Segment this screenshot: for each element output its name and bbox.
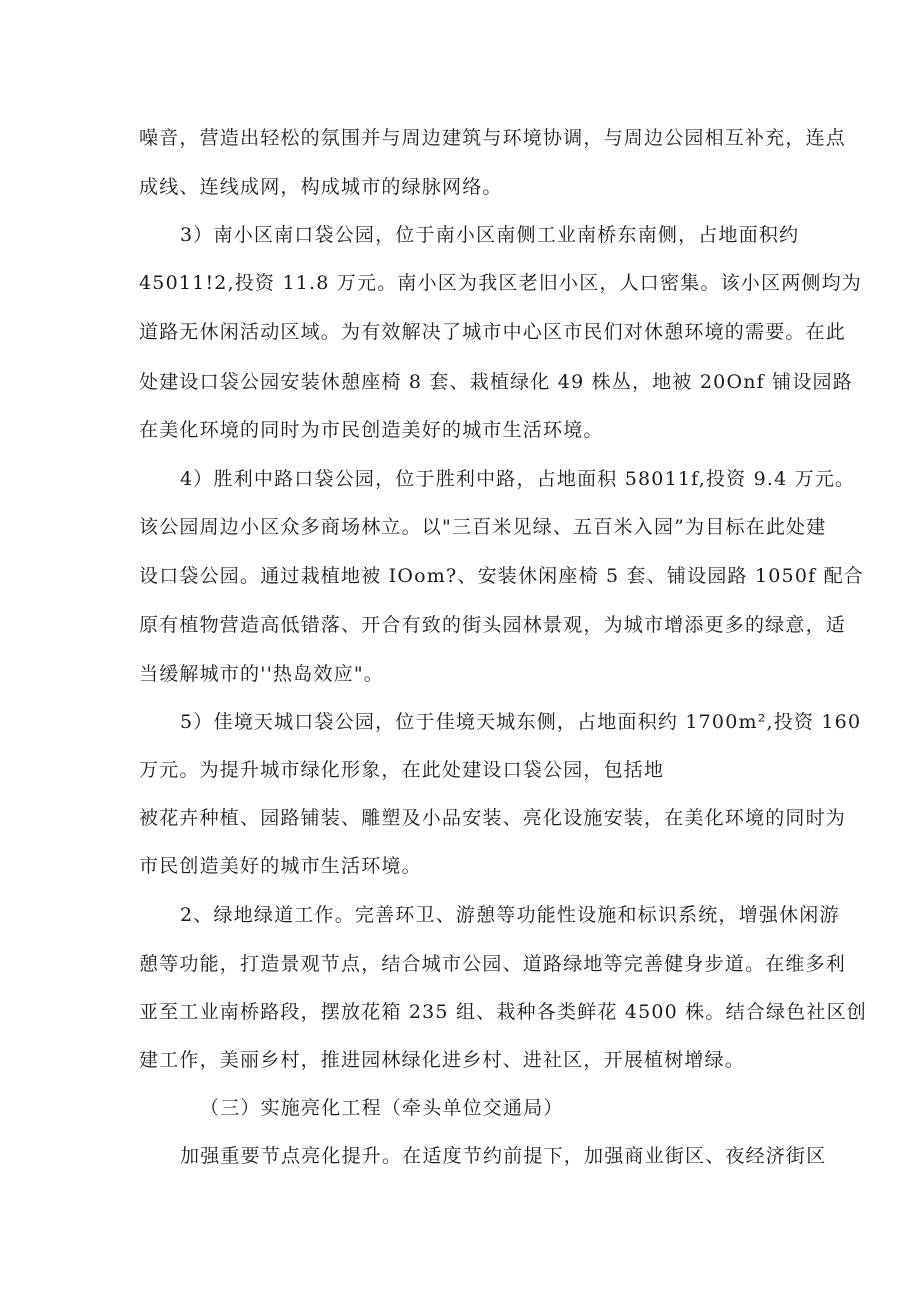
paragraph-line: 设口袋公园。通过栽植地被 IOom?、安装休闲座椅 5 套、铺设园路 1050f 配合: [139, 565, 864, 587]
paragraph-line: 市民创造美好的城市生活环境。: [139, 855, 422, 877]
paragraph-line: 被花卉种植、园路铺装、雕塑及小品安装、亮化设施安装，在美化环境的同时为: [139, 807, 847, 829]
paragraph-line: 万元。为提升城市绿化形象，在此处建设口袋公园，包括地: [139, 759, 665, 781]
list-item-4-line: 4）胜利中路口袋公园，位于胜利中路，占地面积 58011f,投资 9.4 万元。: [180, 468, 856, 490]
paragraph-line: 成线、连线成网，构成城市的绿脉网络。: [139, 176, 503, 198]
paragraph-line: 在美化环境的同时为市民创造美好的城市生活环境。: [139, 419, 604, 441]
paragraph-line: 建工作，美丽乡村，推进园林绿化进乡村、进社区，开展植树增绿。: [139, 1049, 746, 1071]
paragraph-line: 噪音，营造出轻松的氛围并与周边建筑与环境协调，与周边公园相互补充，连点: [139, 127, 847, 149]
paragraph-line: 原有植物营造高低错落、开合有致的街头园林景观，为城市增添更多的绿意，适: [139, 614, 847, 636]
paragraph-line: 道路无休闲活动区域。为有效解决了城市中心区市民们对休憩环境的需要。在此: [139, 321, 847, 343]
paragraph-line: 亚至工业南桥路段，摆放花箱 235 组、栽种各类鲜花 4500 株。结合绿色社区创: [139, 1001, 867, 1023]
paragraph-line: 该公园周边小区众多商场林立。以"三百米见绿、五百米入园”为目标在此处建: [139, 516, 827, 538]
paragraph-line: 45011!2,投资 11.8 万元。南小区为我区老旧小区，人口密集。该小区两侧均为: [139, 272, 862, 294]
paragraph-line: 加强重要节点亮化提升。在适度节约前提下，加强商业街区、夜经济街区: [180, 1145, 827, 1167]
section-2-line: 2、绿地绿道工作。完善环卫、游憩等功能性设施和标识系统，增强休闲游: [180, 904, 840, 926]
paragraph-line: 处建设口袋公园安装休憩座椅 8 套、栽植绿化 49 株丛，地被 20Onf 铺设园路: [139, 371, 853, 393]
paragraph-line: 当缓解城市的''热岛效应"。: [139, 663, 384, 685]
paragraph-line: 憩等功能，打造景观节点，结合城市公园、道路绿地等完善健身步道。在维多利: [139, 953, 847, 975]
list-item-5-line: 5）佳境天城口袋公园，位于佳境天城东侧，占地面积约 1700m²,投资 160: [180, 711, 862, 733]
list-item-3-line: 3）南小区南口袋公园，位于南小区南侧工业南桥东南侧，占地面积约: [180, 224, 800, 246]
section-heading: （三）实施亮化工程（牵头单位交通局）: [200, 1097, 564, 1119]
